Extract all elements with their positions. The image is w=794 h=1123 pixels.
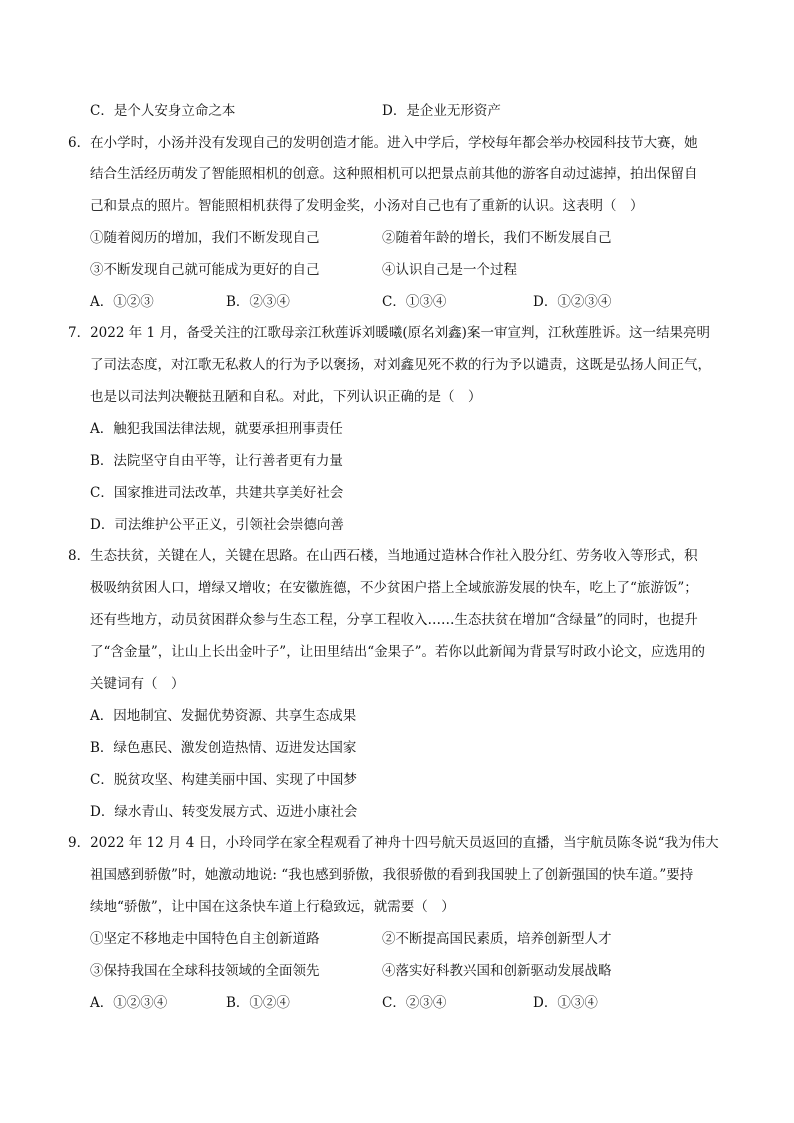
- q6-stem-line-3: 己和景点的照片。智能照相机获得了发明金奖，小汤对自己也有了重新的认识。这表明（ ）: [90, 198, 644, 214]
- q6-statement-3: ③不断发现自己就可能成为更好的自己: [90, 262, 320, 278]
- q9-stem-line-1: 9．2022 年 12 月 4 日，小玲同学在家全程观看了神舟十四号航天员返回的直播，当宇航员陈冬说“我为伟大: [68, 835, 719, 851]
- q6-option-d: D．①②③④: [533, 294, 612, 310]
- q7-option-c: C．国家推进司法改革，共建共享美好社会: [90, 485, 344, 501]
- q7-option-d: D．司法维护公平正义，引领社会崇德向善: [90, 517, 344, 533]
- q6-statement-1: ①随着阅历的增加，我们不断发现自己: [90, 230, 320, 246]
- q9-option-a: A．①②③④: [90, 995, 168, 1011]
- q8-option-d: D．绿水青山、转变发展方式、迈进小康社会: [90, 804, 358, 820]
- q7-stem-line-3: 也是以司法判决鞭挞丑陋和自私。对此，下列认识正确的是（ ）: [90, 389, 482, 405]
- q6-statement-2: ②随着年龄的增长，我们不断发展自己: [382, 230, 612, 246]
- q8-option-b: B．绿色惠民、激发创造热情、迈进发达国家: [90, 740, 357, 756]
- q8-stem-line-3: 还有些地方，动员贫困群众参与生态工程，分享工程收入……生态扶贫在增加“含绿量”的同时，也提升: [90, 612, 698, 628]
- q5-option-d: D．是企业无形资产: [382, 103, 501, 119]
- q8-stem-line-2: 极吸纳贫困人口，增绿又增收；在安徽旌德，不少贫困户搭上全域旅游发展的快车，吃上了“旅游饭”；: [90, 580, 698, 596]
- q8-option-c: C．脱贫攻坚、构建美丽中国、实现了中国梦: [90, 772, 357, 788]
- q6-stem-line-1: 6．在小学时，小汤并没有发现自己的发明创造才能。进入中学后，学校每年都会举办校园科技节大赛，她: [68, 135, 698, 151]
- q9-statement-3: ③保持我国在全球科技领域的全面领先: [90, 963, 320, 979]
- q9-option-b: B．①②④: [226, 995, 290, 1011]
- q6-option-c: C．①③④: [382, 294, 447, 310]
- q8-stem-line-5: 关键词有（ ）: [90, 676, 185, 692]
- q9-statement-1: ①坚定不移地走中国特色自主创新道路: [90, 931, 320, 947]
- q7-option-a: A．触犯我国法律法规，就要承担刑事责任: [90, 421, 343, 437]
- q6-option-a: A．①②③: [90, 294, 154, 310]
- q9-option-c: C．②③④: [382, 995, 447, 1011]
- q7-stem-line-2: 了司法态度，对江歌无私救人的行为予以褒扬，对刘鑫见死不救的行为予以谴责，这既是弘扬人间正气，: [90, 357, 711, 373]
- q9-stem-line-2: 祖国感到骄傲”时，她激动地说: “我也感到骄傲，我很骄傲的看到我国驶上了创新强国的快车道。”要持: [90, 867, 694, 883]
- q9-statement-2: ②不断提高国民素质，培养创新型人才: [382, 931, 612, 947]
- q5-option-c: C．是个人安身立命之本: [90, 103, 236, 119]
- q6-stem-line-2: 结合生活经历萌发了智能照相机的创意。这种照相机可以把景点前其他的游客自动过滤掉，拍出保留自: [90, 166, 698, 182]
- q9-stem-line-3: 续地“骄傲”，让中国在这条快车道上行稳致远，就需要（ ）: [90, 899, 455, 915]
- q8-option-a: A．因地制宜、发掘优势资源、共享生态成果: [90, 708, 357, 724]
- q8-stem-line-4: 了“含金量”，让山上长出金叶子”，让田里结出“金果子”。若你以此新闻为背景写时政小论文，应选用的: [90, 644, 706, 660]
- q9-option-d: D．①③④: [533, 995, 598, 1011]
- q9-statement-4: ④落实好科教兴国和创新驱动发展战略: [382, 963, 612, 979]
- q8-stem-line-1: 8．生态扶贫，关键在人，关键在思路。在山西石楼，当地通过造林合作社入股分红、劳务收入等形式，积: [68, 548, 698, 564]
- q7-stem-line-1: 7．2022 年 1 月，备受关注的江歌母亲江秋莲诉刘暖曦(原名刘鑫)案一审宣判，江秋莲胜诉。这一结果亮明: [68, 325, 710, 341]
- q6-option-b: B．②③④: [226, 294, 290, 310]
- q6-statement-4: ④认识自己是一个过程: [382, 262, 517, 278]
- q7-option-b: B．法院坚守自由平等，让行善者更有力量: [90, 453, 343, 469]
